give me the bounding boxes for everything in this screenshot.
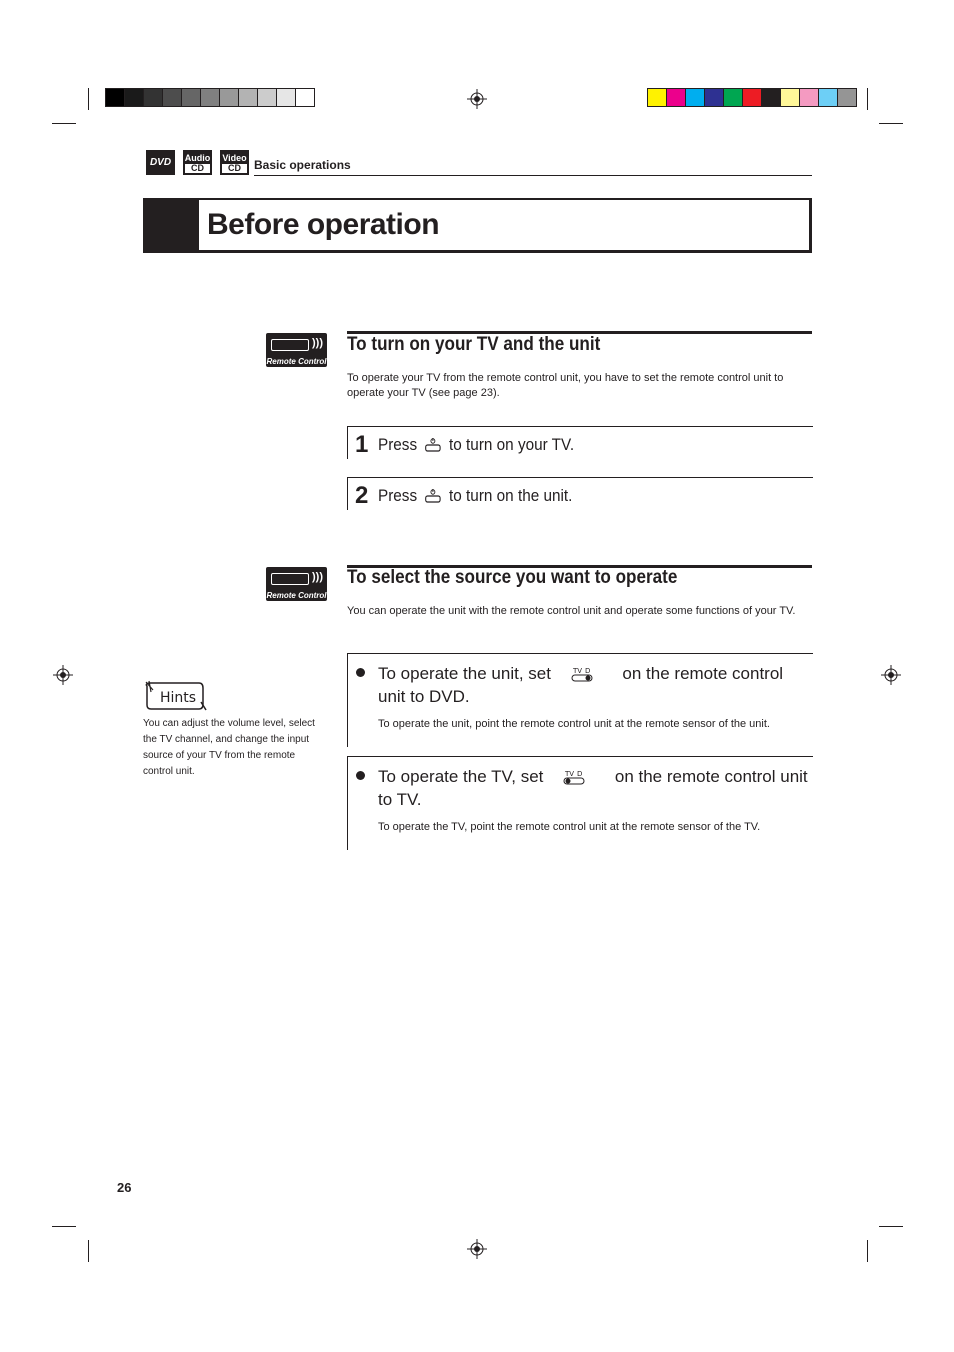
registration-mark-icon — [53, 665, 73, 685]
calibration-swatch — [258, 89, 277, 106]
source-switch-tv-icon — [562, 769, 588, 785]
bullet-subtext: To operate the TV, point the remote control unit at the remote sensor of the TV. — [378, 821, 761, 833]
bullet-subtext: To operate the unit, point the remote control unit at the remote sensor of the unit. — [378, 718, 770, 730]
video-cd-badge: Video CD — [220, 150, 249, 175]
calibration-swatch — [296, 89, 314, 106]
crop-mark — [52, 1226, 76, 1227]
svg-text:TV: TV — [565, 770, 575, 778]
svg-text:D: D — [584, 667, 591, 675]
bullet-text-before: To operate the unit, set — [378, 664, 551, 683]
calibration-swatch — [182, 89, 201, 106]
step-2 — [347, 477, 813, 510]
remote-control-icon: ))) Remote Control — [266, 333, 327, 367]
calibration-swatch — [106, 89, 125, 106]
section-heading: To select the source you want to operate — [347, 567, 678, 588]
calibration-swatch — [220, 89, 239, 106]
calibration-swatch — [125, 89, 144, 106]
page-number: 26 — [117, 1180, 132, 1195]
source-switch-dvd-icon — [570, 666, 596, 682]
bullet-text-before: To operate the TV, set — [378, 767, 544, 786]
crop-mark — [88, 1240, 89, 1262]
step-text-after: to turn on your TV. — [449, 435, 575, 454]
calibration-swatch — [781, 89, 800, 106]
step-number: 1 — [355, 431, 369, 458]
audio-cd-badge: Audio CD — [183, 150, 212, 175]
calibration-swatch — [705, 89, 724, 106]
hints-text: You can adjust the volume level, select the TV channel, and change the input source of your TV from the remote control unit. — [143, 718, 315, 777]
section-label: Basic operations — [254, 158, 351, 172]
bullet-text-after: on the remote control unit to TV. — [378, 767, 808, 809]
calibration-swatch — [163, 89, 182, 106]
bullet-dot — [356, 668, 365, 677]
calibration-swatch — [800, 89, 819, 106]
calibration-swatch — [819, 89, 838, 106]
calibration-swatch — [239, 89, 258, 106]
calibration-swatch — [144, 89, 163, 106]
registration-mark-icon — [467, 89, 487, 109]
calibration-swatch — [724, 89, 743, 106]
section-intro: To operate your TV from the remote control unit, you have to set the remote control unit to operate your TV (see page 23). — [347, 372, 784, 399]
dvd-badge: DVD — [146, 150, 175, 175]
hints-label: Hints — [160, 690, 197, 706]
calibration-swatch — [277, 89, 296, 106]
calibration-swatch — [648, 89, 667, 106]
hints-icon — [143, 680, 207, 712]
bullet-item — [347, 653, 813, 747]
step-text-after: to turn on the unit. — [449, 486, 573, 505]
crop-mark — [879, 1226, 903, 1227]
step-text-before: Press — [378, 486, 418, 505]
page-title: Before operation — [207, 208, 440, 241]
step-number: 2 — [355, 482, 369, 509]
bullet-item — [347, 756, 813, 850]
calibration-swatch — [201, 89, 220, 106]
svg-text:TV: TV — [572, 667, 582, 675]
registration-mark-icon — [881, 665, 901, 685]
crop-mark — [867, 1240, 868, 1262]
step-text-before: Press — [378, 435, 418, 454]
remote-control-icon: ))) Remote Control — [266, 567, 327, 601]
standby-on-icon — [425, 489, 441, 503]
crop-mark — [867, 88, 868, 110]
header-rule — [254, 175, 812, 176]
calibration-swatch — [686, 89, 705, 106]
grayscale-calibration-bar — [105, 88, 315, 107]
crop-mark — [52, 123, 76, 124]
bullet-text-after: on the remote control unit to DVD. — [378, 664, 784, 706]
section-heading: To turn on your TV and the unit — [347, 334, 601, 355]
section-intro: You can operate the unit with the remote control unit and operate some functions of your TV. — [347, 605, 796, 617]
calibration-swatch — [838, 89, 856, 106]
calibration-swatch — [667, 89, 686, 106]
step-1 — [347, 426, 813, 459]
remote-control-label: Remote Control — [266, 591, 327, 600]
standby-on-icon — [425, 438, 441, 452]
calibration-swatch — [762, 89, 781, 106]
calibration-swatch — [743, 89, 762, 106]
color-calibration-bar — [647, 88, 857, 107]
svg-text:D: D — [577, 770, 583, 778]
bullet-dot — [356, 771, 365, 780]
registration-mark-icon — [467, 1239, 487, 1259]
remote-control-label: Remote Control — [266, 357, 327, 366]
title-black-tab — [143, 198, 199, 253]
crop-mark — [88, 88, 89, 110]
crop-mark — [879, 123, 903, 124]
